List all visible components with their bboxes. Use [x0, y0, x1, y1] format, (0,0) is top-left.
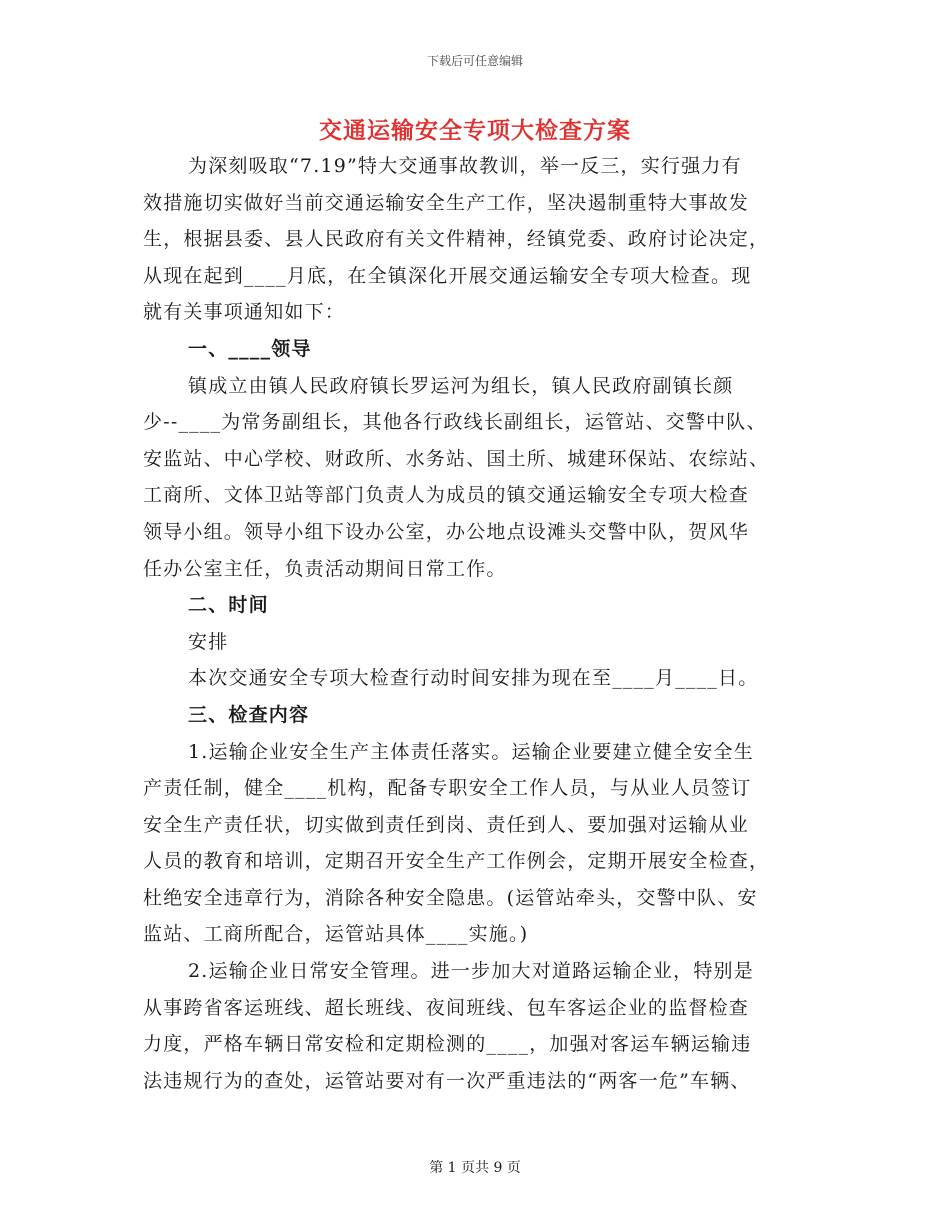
body-line: 从现在起到____月底，在全镇深化开展交通运输安全专项大检查。现 [143, 264, 752, 287]
body-line: 监站、工商所配合，运管站具体____实施。) [143, 923, 529, 946]
body-line: 2.运输企业日常安全管理。进一步加大对道路运输企业，特别是 [188, 960, 754, 983]
body-line: 为深刻吸取“7.19”特大交通事故教训，举一反三，实行强力有 [188, 155, 742, 177]
body-line: 领导小组。领导小组下设办公室，办公地点设滩头交警中队，贺风华 [143, 520, 750, 543]
section-heading: 二、时间 [188, 594, 269, 617]
document-body [143, 148, 808, 1099]
body-line: 镇成立由镇人民政府镇长罗运河为组长，镇人民政府副镇长颜 [188, 374, 734, 397]
body-line: 工商所、文体卫站等部门负责人为成员的镇交通运输安全专项大检查 [143, 484, 750, 507]
body-line: 安排 [188, 630, 229, 653]
body-line: 产责任制，健全____机构，配备专职安全工作人员，与从业人员签订 [143, 777, 752, 800]
body-line: 生，根据县委、县人民政府有关文件精神，经镇党委、政府讨论决定， [143, 228, 770, 251]
body-line: 少--____为常务副组长，其他各行政线长副组长，运管站、交警中队、 [143, 411, 767, 434]
document-title: 交通运输安全专项大检查方案 [319, 117, 631, 144]
section-heading: 三、检查内容 [188, 703, 310, 726]
body-line: 1.运输企业安全生产主体责任落实。运输企业要建立健全安全生 [188, 740, 754, 763]
header-note: 下载后可任意编辑 [426, 54, 523, 68]
body-line: 法违规行为的查处，运管站要对有一次严重违法的“两客一危”车辆、 [143, 1069, 751, 1092]
body-line: 任办公室主任，负责活动期间日常工作。 [143, 557, 507, 580]
body-line: 安全生产责任状，切实做到责任到岗、责任到人、要加强对运输从业 [143, 813, 750, 836]
body-line: 就有关事项通知如下： [143, 301, 346, 324]
body-line: 杜绝安全违章行为，消除各种安全隐患。(运管站牵头，交警中队、安 [143, 886, 758, 909]
section-heading: 一、____领导 [188, 337, 312, 360]
body-line: 从事跨省客运班线、超长班线、夜间班线、包车客运企业的监督检查 [143, 996, 750, 1019]
body-line: 安监站、中心学校、财政所、水务站、国土所、城建环保站、农综站、 [143, 447, 770, 470]
page-footer: 第 1 页共 9 页 [429, 1160, 521, 1176]
body-line: 力度，严格车辆日常安检和定期检测的____，加强对客运车辆运输违 [143, 1033, 752, 1056]
body-line: 效措施切实做好当前交通运输安全生产工作，坚决遏制重特大事故发 [143, 191, 750, 214]
body-line: 本次交通安全专项大检查行动时间安排为现在至____月____日。 [188, 667, 759, 690]
body-line: 人员的教育和培训，定期召开安全生产工作例会，定期开展安全检查， [143, 850, 770, 873]
